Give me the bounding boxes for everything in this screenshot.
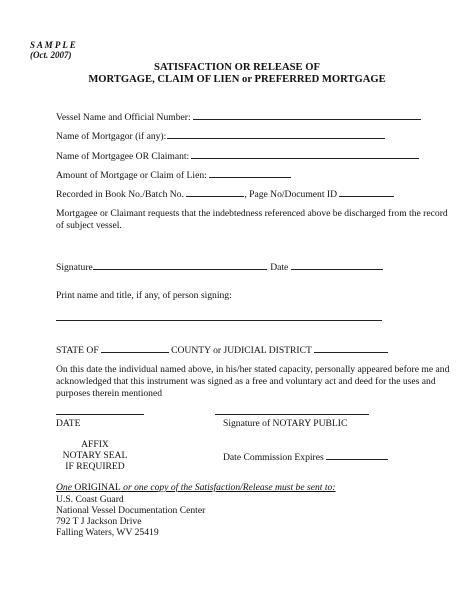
commission-field bbox=[223, 450, 388, 464]
print-name-label: Print name and title, if any, of person signing: bbox=[56, 290, 232, 301]
mortgagee-label: Name of Mortgagee OR Claimant: bbox=[56, 151, 190, 162]
amount-label: Amount of Mortgage or Claim of Lien: bbox=[56, 170, 207, 181]
sample-label: S A M P L E bbox=[30, 40, 76, 50]
mortgagee-line[interactable] bbox=[191, 149, 419, 159]
commission-label: Date Commission Expires bbox=[223, 452, 324, 463]
sample-date: (Oct. 2007) bbox=[30, 50, 72, 60]
request-paragraph: Mortgagee or Claimant requests that the indebtedness referenced above be discharged from the record of subject vessel. bbox=[56, 208, 448, 231]
county-label: COUNTY or JUDICIAL DISTRICT bbox=[171, 345, 312, 356]
signature-label: Signature bbox=[56, 262, 93, 273]
mortgagee-field bbox=[56, 149, 419, 163]
form-title-line1: SATISFACTION OR RELEASE OF bbox=[154, 62, 320, 73]
state-county-field bbox=[56, 343, 388, 357]
address-line3: 792 T J Jackson Drive bbox=[56, 516, 142, 527]
page-no-label: , Page No/Document ID bbox=[244, 189, 338, 200]
signature-date-line[interactable] bbox=[291, 260, 383, 270]
vessel-name-line[interactable] bbox=[193, 110, 421, 120]
recorded-field bbox=[56, 187, 394, 201]
page-no-line[interactable] bbox=[339, 187, 394, 197]
commission-line[interactable] bbox=[326, 450, 388, 460]
form-title-line2: MORTGAGE, CLAIM OF LIEN or PREFERRED MORTGAGE bbox=[88, 74, 386, 85]
mortgagor-label: Name of Mortgagor (if any): bbox=[56, 131, 167, 142]
notary-signature-line[interactable] bbox=[215, 414, 369, 415]
notary-signature-label: Signature of NOTARY PUBLIC bbox=[223, 418, 348, 429]
print-name-line[interactable] bbox=[56, 320, 382, 321]
date-label: DATE bbox=[56, 418, 81, 429]
date-line[interactable] bbox=[56, 414, 144, 415]
county-line[interactable] bbox=[314, 343, 388, 353]
book-batch-line[interactable] bbox=[186, 187, 244, 197]
send-to-instruction bbox=[56, 482, 336, 494]
notary-paragraph: On this date the individual named above, in his/her stated capacity, personally appeared before me and acknowledged that this instrument was signed as a free and voluntary act and deed for the uses and purposes therein mentioned bbox=[56, 364, 450, 399]
amount-field bbox=[56, 168, 291, 182]
address-line1: U.S. Coast Guard bbox=[56, 494, 124, 505]
send-to-prefix: One bbox=[56, 482, 75, 493]
send-to-suffix: or one copy of the Satisfaction/Release must be sent to: bbox=[120, 482, 336, 493]
signature-field bbox=[56, 260, 383, 274]
mortgagor-line[interactable] bbox=[167, 129, 385, 139]
address-line4: Falling Waters, WV 25419 bbox=[56, 527, 159, 538]
mortgagor-field bbox=[56, 129, 385, 143]
vessel-name-field bbox=[56, 110, 421, 124]
state-label: STATE OF bbox=[56, 345, 99, 356]
address-line2: National Vessel Documentation Center bbox=[56, 505, 206, 516]
signature-line[interactable] bbox=[93, 260, 267, 270]
seal-line1: AFFIX bbox=[81, 439, 109, 450]
signature-date-label: Date bbox=[270, 262, 289, 273]
recorded-label: Recorded in Book No./Batch No. bbox=[56, 189, 184, 200]
seal-line2: NOTARY SEAL bbox=[62, 450, 128, 461]
amount-line[interactable] bbox=[209, 168, 291, 178]
send-to-original: ORIGINAL bbox=[74, 482, 121, 493]
state-line[interactable] bbox=[101, 343, 169, 353]
vessel-name-label: Vessel Name and Official Number: bbox=[56, 112, 191, 123]
seal-line3: IF REQUIRED bbox=[65, 461, 125, 472]
